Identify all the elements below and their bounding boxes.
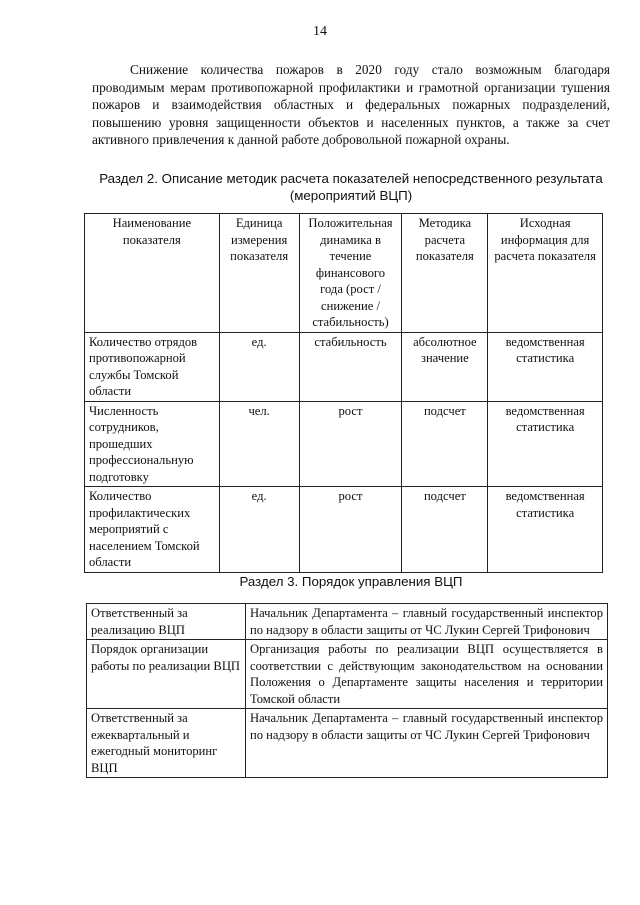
row-value: Начальник Департамента – главный государственный инспектор по надзору в области защиты от ЧС Лукин Сергей Трифонович <box>246 604 608 640</box>
table-row <box>87 604 608 640</box>
row-source: ведомственная статистика <box>488 487 603 573</box>
table-row <box>85 487 603 573</box>
row-dynamics: стабильность <box>299 332 402 401</box>
section-2-title-line1: Раздел 2. Описание методик расчета показателей непосредственного результата <box>99 171 603 186</box>
row-method: подсчет <box>402 401 488 487</box>
row-source: ведомственная статистика <box>488 401 603 487</box>
row-label: Ответственный за реализацию ВЦП <box>87 604 246 640</box>
row-label: Порядок организации работы по реализации ВЦП <box>87 640 246 709</box>
management-table <box>86 603 608 778</box>
header-unit: Единица измерения показателя <box>219 214 299 333</box>
page-number: 14 <box>313 24 327 39</box>
row-label: Ответственный за ежеквартальный и ежегодный мониторинг ВЦП <box>87 709 246 778</box>
section-2-title-line2: (мероприятий ВЦП) <box>289 188 413 203</box>
row-source: ведомственная статистика <box>488 332 603 401</box>
row-name: Численность сотрудников, прошедших профессиональную подготовку <box>85 401 220 487</box>
table-row <box>85 332 603 401</box>
row-name: Количество отрядов противопожарной службы Томской области <box>85 332 220 401</box>
indicators-table <box>84 213 603 573</box>
row-unit: ед. <box>219 487 299 573</box>
header-dynamics: Положительная динамика в течение финансового года (рост / снижение / стабильность) <box>299 214 402 333</box>
row-name: Количество профилактических мероприятий с населением Томской области <box>85 487 220 573</box>
header-method: Методика расчета показателя <box>402 214 488 333</box>
table-row <box>87 640 608 709</box>
row-value: Начальник Департамента – главный государственный инспектор по надзору в области защиты от ЧС Лукин Сергей Трифонович <box>246 709 608 778</box>
row-method: подсчет <box>402 487 488 573</box>
row-dynamics: рост <box>299 487 402 573</box>
intro-paragraph: Снижение количества пожаров в 2020 году стало возможным благодаря проводимым мерам противопожарной профилактики и грамотной организации тушения пожаров и взаимодействия областных и федеральных пожарных подразделений, повышению уровня защищенности объектов и населенных пунктов, а также за счет активного привлечения к данной работе добровольной пожарной охраны. <box>92 62 610 148</box>
section-2-title <box>92 170 610 204</box>
header-name: Наименование показателя <box>85 214 220 333</box>
table-row <box>87 709 608 778</box>
table-header-row <box>85 214 603 333</box>
header-source: Исходная информация для расчета показателя <box>488 214 603 333</box>
row-unit: чел. <box>219 401 299 487</box>
section-3-title: Раздел 3. Порядок управления ВЦП <box>239 574 463 589</box>
row-unit: ед. <box>219 332 299 401</box>
row-value: Организация работы по реализации ВЦП осуществляется в соответствии с действующим законодательством на основании Положения о Департаменте защиты населения и территории Томской области <box>246 640 608 709</box>
row-method: абсолютное значение <box>402 332 488 401</box>
row-dynamics: рост <box>299 401 402 487</box>
table-row <box>85 401 603 487</box>
